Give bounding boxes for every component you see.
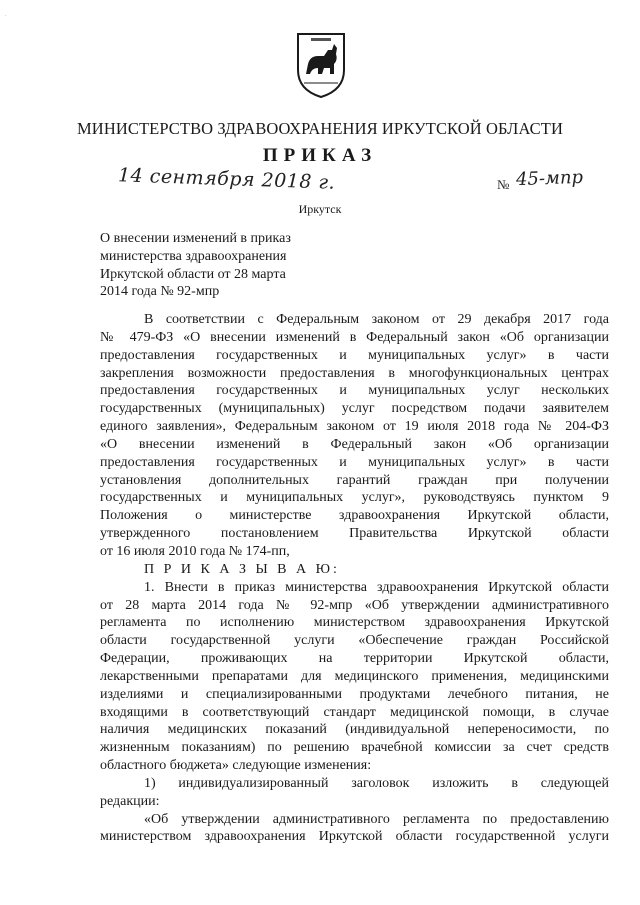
corner-mark: . xyxy=(5,12,7,18)
body-line: № 479-ФЗ «О внесении изменений в Федеральный закон «Об организации xyxy=(100,329,609,345)
body-line: Федерации, проживающих на территории Иркутской области, xyxy=(100,651,609,667)
body-line: 1) индивидуализированный заголовок изложить в следующей xyxy=(144,775,609,791)
body-line: закрепления возможности предоставления в многофункциональных центрах xyxy=(100,365,609,381)
body-line: изделиями и специализированными продуктами лечебного питания, не xyxy=(100,686,609,702)
handwritten-date: 14 сентября 2018 г. xyxy=(117,164,336,194)
body-line: министерством здравоохранения Иркутской области государственной услуги xyxy=(100,829,609,845)
handwritten-order-number: 45-мпр xyxy=(515,166,584,191)
city: Иркутск xyxy=(298,202,342,216)
subject-line: Иркутской области от 28 марта xyxy=(100,266,286,282)
body-line: государственных (муниципальных) услуг посредством подачи заявителем xyxy=(100,401,609,417)
body-line: «О внесении изменений в Федеральный закон «Об организации xyxy=(100,436,609,452)
order-title: ПРИКАЗ xyxy=(262,145,378,166)
body-line: 1. Внести в приказ министерства здравоохранения Иркутской области xyxy=(144,579,609,595)
subject-line: О внесении изменений в приказ xyxy=(100,231,291,246)
subject-line: министерства здравоохранения xyxy=(100,248,287,264)
order-body xyxy=(100,311,609,846)
body-line: предоставления государственных и муниципальных услуг» в части xyxy=(100,347,609,363)
body-line: В соответствии с Федеральным законом от 29 декабря 2017 года xyxy=(144,312,609,327)
body-line: от 28 марта 2014 года № 92-мпр «Об утверждении административного xyxy=(100,597,609,613)
body-line: жизненным показаниям) по решению врачебной комиссии за счет средств xyxy=(100,740,609,756)
body-line: входящими в соответствующий стандарт медицинской помощи, в случае xyxy=(100,704,609,720)
order-number-prefix: № xyxy=(497,177,510,192)
body-line: Положения о министерстве здравоохранения Иркутской области, xyxy=(100,508,609,524)
body-line: наличия медицинских показаний (индивидуальной непереносимости, по xyxy=(100,722,609,738)
body-line: регламента по исполнению министерством здравоохранения Иркутской xyxy=(100,615,609,631)
order-subject xyxy=(100,230,350,301)
body-line: от 16 июля 2010 года № 174-пп, xyxy=(100,543,290,559)
ministry-name: МИНИСТЕРСТВО ЗДРАВООХРАНЕНИЯ ИРКУТСКОЙ ОБЛАСТИ xyxy=(77,119,563,138)
body-line: области государственной услуги «Обеспечение граждан Российской xyxy=(100,633,609,649)
body-line: редакции: xyxy=(100,793,160,809)
body-line: лекарственными препаратами для медицинского применения, медицинскими xyxy=(100,668,609,684)
body-line: единого заявления», Федеральным законом от 19 июля 2018 года № 204-ФЗ xyxy=(100,419,609,435)
body-line: предоставления государственных и муниципальных услуг нескольких xyxy=(100,383,609,399)
body-line: утвержденного постановлением Правительства Иркутской области xyxy=(100,526,609,542)
body-line: областного бюджета» следующие изменения: xyxy=(100,758,372,774)
body-line: установления дополнительных гарантий граждан при получении xyxy=(100,472,609,488)
prikazyvayu-heading: П Р И К А З Ы В А Ю: xyxy=(144,561,340,577)
irkutsk-coat-of-arms-icon xyxy=(294,30,348,100)
body-line: предоставления государственных и муниципальных услуг» в части xyxy=(100,454,609,470)
body-line: государственных и муниципальных услуг», руководствуясь пунктом 9 xyxy=(100,490,609,506)
subject-line: 2014 года № 92-мпр xyxy=(100,284,220,300)
body-line: «Об утверждении административного регламента по предоставлению xyxy=(144,811,609,827)
